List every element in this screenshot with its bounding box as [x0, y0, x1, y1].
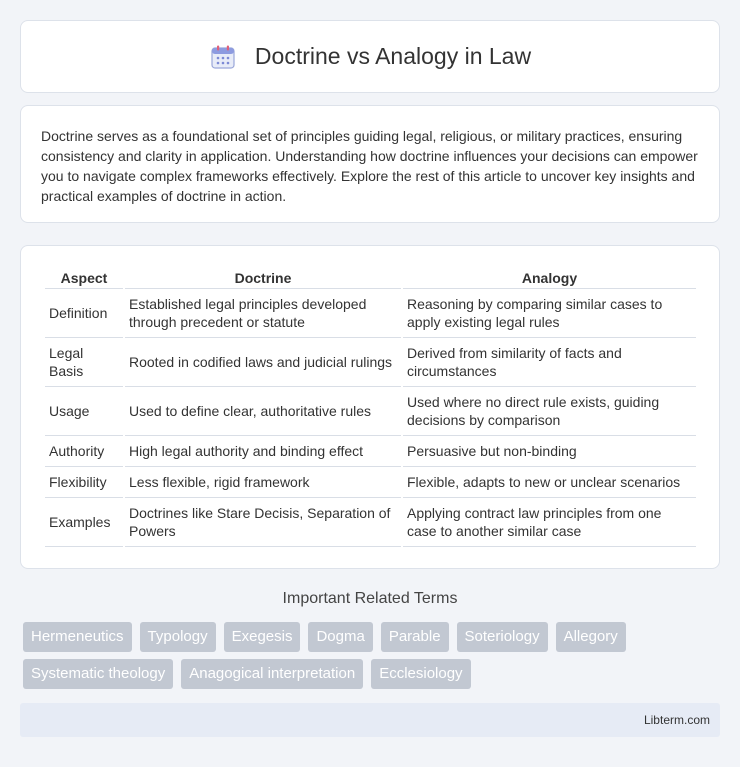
row-doctrine: Used to define clear, authoritative rules: [125, 387, 401, 436]
table-row: [45, 387, 696, 436]
tag-hermeneutics[interactable]: Hermeneutics: [23, 622, 132, 652]
row-aspect: Legal Basis: [45, 338, 123, 387]
tag-systematic-theology[interactable]: Systematic theology: [23, 659, 173, 689]
table-header-row: [45, 266, 696, 289]
row-aspect: Usage: [45, 387, 123, 436]
page-title: Doctrine vs Analogy in Law: [254, 43, 532, 69]
table-row: [45, 338, 696, 387]
column-header-doctrine: Doctrine: [125, 266, 401, 289]
related-terms-list: [23, 622, 723, 689]
table-row: [45, 436, 696, 467]
row-aspect: Definition: [45, 289, 123, 338]
tag-typology[interactable]: Typology: [140, 622, 216, 652]
calendar-icon: [209, 43, 237, 71]
row-doctrine: Rooted in codified laws and judicial rulings: [125, 338, 401, 387]
row-aspect: Flexibility: [45, 467, 123, 498]
tag-anagogical-interpretation[interactable]: Anagogical interpretation: [181, 659, 363, 689]
comparison-table: [43, 266, 698, 547]
row-analogy: Applying contract law principles from one case to another similar case: [403, 498, 696, 547]
row-analogy: Used where no direct rule exists, guiding decisions by comparison: [403, 387, 696, 436]
row-aspect: Examples: [45, 498, 123, 547]
tag-dogma[interactable]: Dogma: [308, 622, 372, 652]
tag-parable[interactable]: Parable: [381, 622, 449, 652]
row-aspect: Authority: [45, 436, 123, 467]
tag-exegesis[interactable]: Exegesis: [224, 622, 301, 652]
table-row: [45, 289, 696, 338]
row-analogy: Persuasive but non-binding: [403, 436, 696, 467]
tag-soteriology[interactable]: Soteriology: [457, 622, 548, 652]
table-row: [45, 467, 696, 498]
intro-paragraph: Doctrine serves as a foundational set of principles guiding legal, religious, or military practices, ensuring consistency and clarity in application. Understanding how doctrine influences your decisions can empower you to navigate complex frameworks effectively. Explore the rest of this article to uncover key insights and practical examples of doctrine in action.: [41, 128, 698, 204]
row-analogy: Derived from similarity of facts and circumstances: [403, 338, 696, 387]
header-card: [20, 20, 720, 93]
intro-card: [20, 105, 720, 223]
column-header-aspect: Aspect: [45, 266, 123, 289]
row-analogy: Flexible, adapts to new or unclear scenarios: [403, 467, 696, 498]
tag-allegory[interactable]: Allegory: [556, 622, 626, 652]
row-doctrine: High legal authority and binding effect: [125, 436, 401, 467]
footer: [20, 703, 720, 737]
related-terms-title: Important Related Terms: [282, 590, 458, 607]
column-header-analogy: Analogy: [403, 266, 696, 289]
row-doctrine: Less flexible, rigid framework: [125, 467, 401, 498]
tag-ecclesiology[interactable]: Ecclesiology: [371, 659, 470, 689]
row-doctrine: Established legal principles developed through precedent or statute: [125, 289, 401, 338]
row-doctrine: Doctrines like Stare Decisis, Separation of Powers: [125, 498, 401, 547]
footer-site-link[interactable]: Libterm.com: [643, 713, 710, 727]
table-row: [45, 498, 696, 547]
comparison-table-card: [20, 245, 720, 569]
row-analogy: Reasoning by comparing similar cases to apply existing legal rules: [403, 289, 696, 338]
